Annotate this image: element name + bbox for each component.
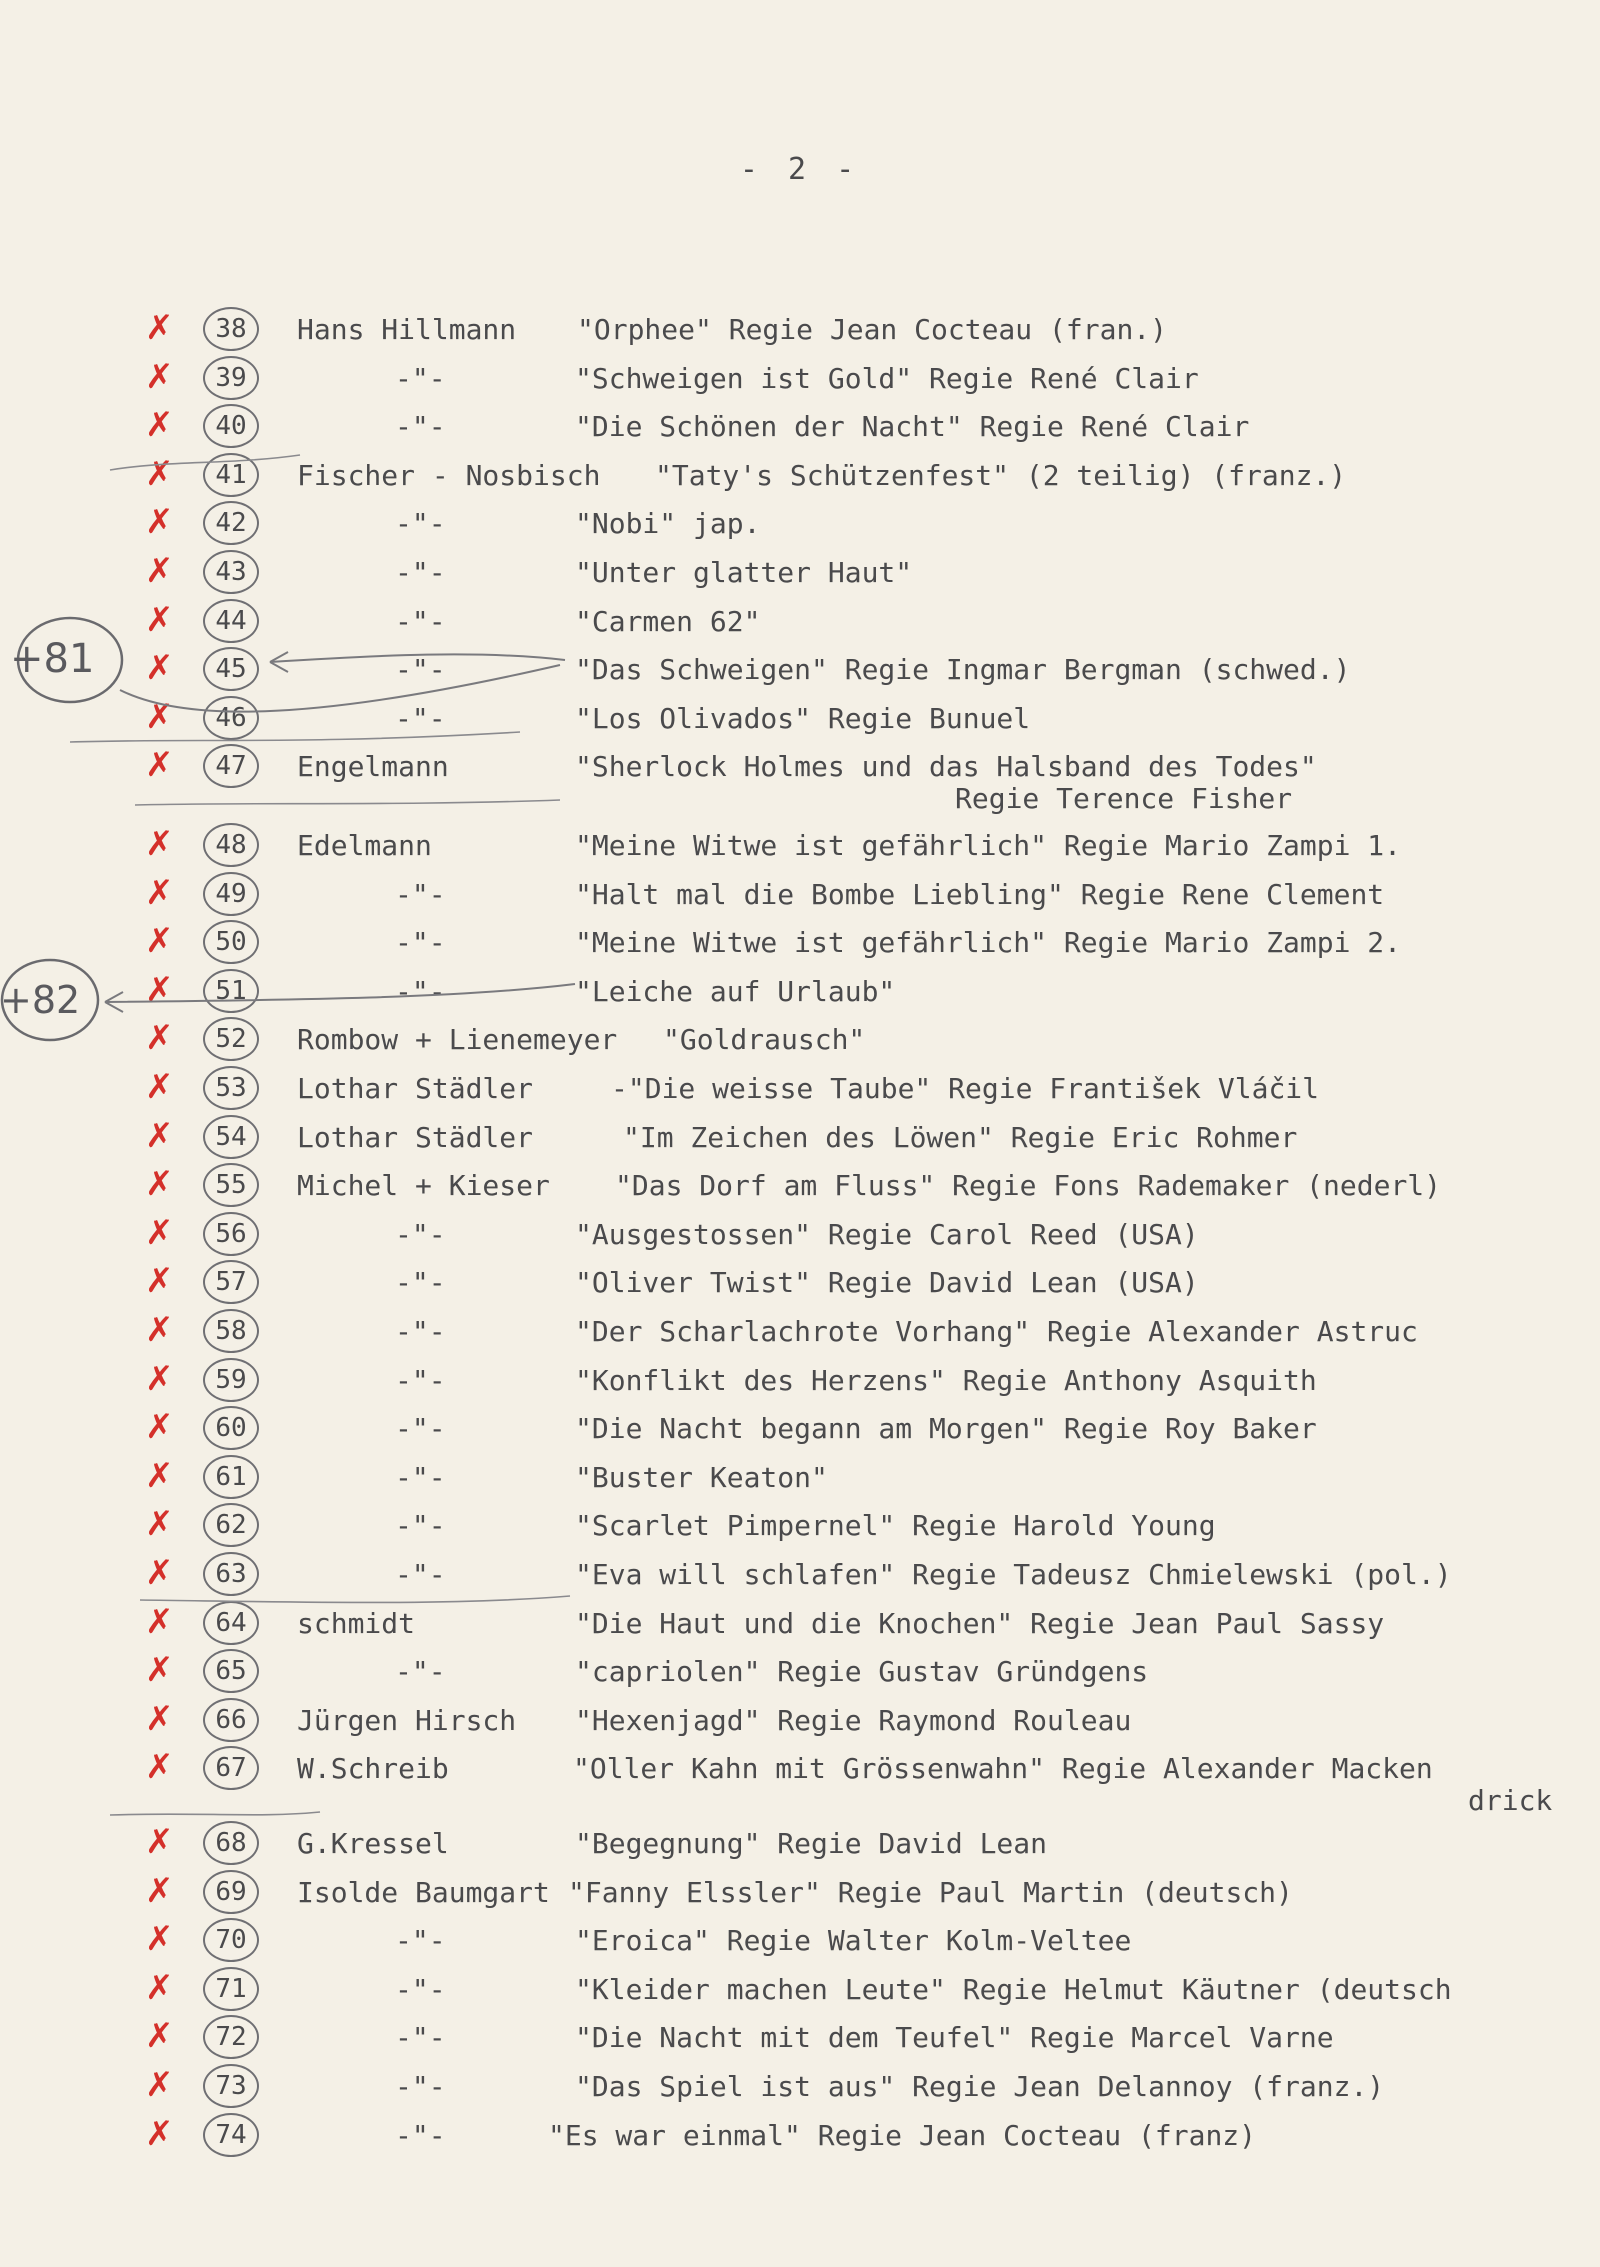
entry-person: Fischer - Nosbisch (297, 459, 601, 492)
list-item (0, 1746, 1600, 1817)
list-item (0, 823, 1600, 871)
entry-title: "Oliver Twist" Regie David Lean (USA) (575, 1266, 1199, 1299)
red-check-mark: ✗ (145, 1553, 174, 1593)
entry-number: 64 (203, 1601, 259, 1645)
red-check-mark: ✗ (145, 1407, 174, 1447)
list-item (0, 453, 1600, 501)
entry-title: "Carmen 62" (575, 605, 761, 638)
entry-person: -"- (395, 878, 446, 911)
list-item (0, 1455, 1600, 1503)
entry-title: "capriolen" Regie Gustav Gründgens (575, 1655, 1149, 1688)
entry-person: G.Kressel (297, 1827, 449, 1860)
list-item (0, 696, 1600, 744)
entry-number: 45 (203, 647, 259, 691)
entry-title: "Buster Keaton" (575, 1461, 828, 1494)
entry-person: -"- (395, 362, 446, 395)
list-item (0, 501, 1600, 549)
red-check-mark: ✗ (145, 1018, 174, 1058)
list-item (0, 1358, 1600, 1406)
red-check-mark: ✗ (145, 600, 174, 640)
entry-number: 70 (203, 1918, 259, 1962)
entry-number: 74 (203, 2113, 259, 2157)
entry-person: Jürgen Hirsch (297, 1704, 517, 1737)
list-item (0, 969, 1600, 1017)
entry-person: -"- (395, 507, 446, 540)
entry-number: 67 (203, 1746, 259, 1790)
red-check-mark: ✗ (145, 1310, 174, 1350)
entry-number: 56 (203, 1212, 259, 1256)
entry-title-continued: Regie Terence Fisher (955, 782, 1293, 815)
entry-title: "Schweigen ist Gold" Regie René Clair (575, 362, 1199, 395)
entry-title: "Es war einmal" Regie Jean Cocteau (franz) (548, 2119, 1257, 2152)
entry-number: 44 (203, 599, 259, 643)
entry-title: "Taty's Schützenfest" (2 teilig) (franz.) (655, 459, 1347, 492)
page-number: - 2 - (739, 152, 861, 187)
entry-person: -"- (395, 1973, 446, 2006)
list-item (0, 1406, 1600, 1454)
red-check-mark: ✗ (145, 1456, 174, 1496)
entry-number: 72 (203, 2015, 259, 2059)
red-check-mark: ✗ (145, 2065, 174, 2105)
entry-number: 41 (203, 453, 259, 497)
entry-title: "Nobi" jap. (575, 507, 761, 540)
margin-note-82-text: +82 (0, 978, 81, 1022)
entry-person: Engelmann (297, 750, 449, 783)
entry-title: "Orphee" Regie Jean Cocteau (fran.) (577, 313, 1168, 346)
entry-person: -"- (395, 926, 446, 959)
entry-person: -"- (395, 1218, 446, 1251)
entry-title: "Goldrausch" (663, 1023, 866, 1056)
entry-person: -"- (395, 1266, 446, 1299)
entry-number: 60 (203, 1406, 259, 1450)
entry-person: -"- (395, 2021, 446, 2054)
red-check-mark: ✗ (145, 1699, 174, 1739)
entry-title: "Die Nacht mit dem Teufel" Regie Marcel Varne (575, 2021, 1334, 2054)
list-item (0, 599, 1600, 647)
entry-title: "Leiche auf Urlaub" (575, 975, 896, 1008)
list-item (0, 1212, 1600, 1260)
list-item (0, 1601, 1600, 1649)
entry-title: "Die Schönen der Nacht" Regie René Clair (575, 410, 1250, 443)
list-item (0, 1649, 1600, 1697)
entry-title: "Der Scharlachrote Vorhang" Regie Alexander Astruc (575, 1315, 1418, 1348)
entry-number: 42 (203, 501, 259, 545)
entry-number: 69 (203, 1870, 259, 1914)
entry-number: 49 (203, 872, 259, 916)
list-item (0, 1309, 1600, 1357)
red-check-mark: ✗ (145, 357, 174, 397)
entry-title: "Hexenjagd" Regie Raymond Rouleau (575, 1704, 1132, 1737)
list-item (0, 1698, 1600, 1746)
entry-title: "Konflikt des Herzens" Regie Anthony Asquith (575, 1364, 1317, 1397)
entry-person: Hans Hillmann (297, 313, 517, 346)
list-item (0, 1821, 1600, 1869)
entry-person: -"- (395, 410, 446, 443)
list-item (0, 1503, 1600, 1551)
red-check-mark: ✗ (145, 824, 174, 864)
entry-title: "Eroica" Regie Walter Kolm-Veltee (575, 1924, 1132, 1957)
entry-title: "Ausgestossen" Regie Carol Reed (USA) (575, 1218, 1199, 1251)
list-item (0, 1066, 1600, 1114)
red-check-mark: ✗ (145, 745, 174, 785)
red-check-mark: ✗ (145, 2114, 174, 2154)
list-item (0, 307, 1600, 355)
red-check-mark: ✗ (145, 1747, 174, 1787)
entry-number: 46 (203, 696, 259, 740)
red-check-mark: ✗ (145, 1359, 174, 1399)
red-check-mark: ✗ (145, 1116, 174, 1156)
entry-number: 43 (203, 550, 259, 594)
entry-number: 73 (203, 2064, 259, 2108)
entry-person: Lothar Städler (297, 1072, 534, 1105)
entry-number: 48 (203, 823, 259, 867)
list-item (0, 2113, 1600, 2161)
red-check-mark: ✗ (145, 405, 174, 445)
list-item (0, 1017, 1600, 1065)
entry-title: "Sherlock Holmes und das Halsband des Todes" (575, 750, 1317, 783)
red-check-mark: ✗ (145, 1504, 174, 1544)
red-check-mark: ✗ (145, 502, 174, 542)
entry-person: -"- (395, 1461, 446, 1494)
entry-number: 61 (203, 1455, 259, 1499)
red-check-mark: ✗ (145, 2016, 174, 2056)
list-item (0, 1967, 1600, 2015)
entry-number: 50 (203, 920, 259, 964)
entry-title: "Fanny Elssler" Regie Paul Martin (deutsch) (568, 1876, 1293, 1909)
entry-person: -"- (395, 2119, 446, 2152)
red-check-mark: ✗ (145, 1164, 174, 1204)
red-check-mark: ✗ (145, 970, 174, 1010)
red-check-mark: ✗ (145, 921, 174, 961)
entry-number: 68 (203, 1821, 259, 1865)
red-check-mark: ✗ (145, 1871, 174, 1911)
entry-number: 63 (203, 1552, 259, 1596)
red-check-mark: ✗ (145, 697, 174, 737)
red-check-mark: ✗ (145, 1213, 174, 1253)
list-item (0, 356, 1600, 404)
entry-title: "Das Dorf am Fluss" Regie Fons Rademaker (nederl) (615, 1169, 1442, 1202)
entry-title-continued: drick (1468, 1784, 1553, 1817)
entry-person: -"- (395, 702, 446, 735)
entry-number: 57 (203, 1260, 259, 1304)
entry-title: "Meine Witwe ist gefährlich" Regie Mario Zampi 2. (575, 926, 1402, 959)
entry-number: 55 (203, 1163, 259, 1207)
red-check-mark: ✗ (145, 1602, 174, 1642)
list-item (0, 920, 1600, 968)
entry-number: 39 (203, 356, 259, 400)
entry-person: -"- (395, 653, 446, 686)
entry-person: -"- (395, 2070, 446, 2103)
entry-person: Michel + Kieser (297, 1169, 550, 1202)
red-check-mark: ✗ (145, 1650, 174, 1690)
entry-person: -"- (395, 1364, 446, 1397)
entry-number: 54 (203, 1115, 259, 1159)
list-item (0, 744, 1600, 815)
margin-note-81-text: +81 (10, 636, 95, 682)
entry-title: "Das Spiel ist aus" Regie Jean Delannoy (franz.) (575, 2070, 1385, 2103)
entry-person: -"- (395, 1558, 446, 1591)
entry-title: "Eva will schlafen" Regie Tadeusz Chmielewski (pol.) (575, 1558, 1452, 1591)
entry-title: -"Die weisse Taube" Regie František Vláčil (611, 1072, 1320, 1105)
entry-number: 65 (203, 1649, 259, 1693)
entry-person: W.Schreib (297, 1752, 449, 1785)
entry-person: Edelmann (297, 829, 432, 862)
entry-title: "Begegnung" Regie David Lean (575, 1827, 1048, 1860)
entry-title: "Das Schweigen" Regie Ingmar Bergman (schwed.) (575, 653, 1351, 686)
entry-person: -"- (395, 556, 446, 589)
entry-number: 62 (203, 1503, 259, 1547)
entry-person: -"- (395, 1924, 446, 1957)
list-item (0, 872, 1600, 920)
entry-person: -"- (395, 1412, 446, 1445)
list-item (0, 2015, 1600, 2063)
red-check-mark: ✗ (145, 648, 174, 688)
entry-title: "Kleider machen Leute" Regie Helmut Käutner (deutsch (575, 1973, 1452, 2006)
list-item (0, 404, 1600, 452)
entry-title: "Meine Witwe ist gefährlich" Regie Mario Zampi 1. (575, 829, 1402, 862)
entry-person: schmidt (297, 1607, 416, 1640)
list-item (0, 2064, 1600, 2112)
entry-number: 59 (203, 1358, 259, 1402)
entry-person: Lothar Städler (297, 1121, 534, 1154)
red-check-mark: ✗ (145, 1919, 174, 1959)
entry-number: 38 (203, 307, 259, 351)
red-check-mark: ✗ (145, 1822, 174, 1862)
entry-person: -"- (395, 1315, 446, 1348)
red-check-mark: ✗ (145, 551, 174, 591)
entry-number: 66 (203, 1698, 259, 1742)
list-item (0, 1552, 1600, 1600)
list-item (0, 1870, 1600, 1918)
entry-title: "Die Haut und die Knochen" Regie Jean Paul Sassy (575, 1607, 1385, 1640)
list-item (0, 1260, 1600, 1308)
entry-title: "Scarlet Pimpernel" Regie Harold Young (575, 1509, 1216, 1542)
list-item (0, 1918, 1600, 1966)
entry-person: -"- (395, 1655, 446, 1688)
entry-title: "Los Olivados" Regie Bunuel (575, 702, 1031, 735)
list-item (0, 550, 1600, 598)
red-check-mark: ✗ (145, 1261, 174, 1301)
red-check-mark: ✗ (145, 873, 174, 913)
red-check-mark: ✗ (145, 1968, 174, 2008)
entry-person: -"- (395, 975, 446, 1008)
entry-title: "Halt mal die Bombe Liebling" Regie Rene Clement (575, 878, 1385, 911)
entry-person: -"- (395, 605, 446, 638)
entry-title: "Im Zeichen des Löwen" Regie Eric Rohmer (623, 1121, 1298, 1154)
list-item (0, 1115, 1600, 1163)
entry-person: Isolde Baumgart (297, 1876, 550, 1909)
entry-number: 47 (203, 744, 259, 788)
entry-number: 51 (203, 969, 259, 1013)
red-check-mark: ✗ (145, 454, 174, 494)
red-check-mark: ✗ (145, 1067, 174, 1107)
entry-title: "Unter glatter Haut" (575, 556, 913, 589)
entry-title: "Die Nacht begann am Morgen" Regie Roy Baker (575, 1412, 1317, 1445)
entry-person: -"- (395, 1509, 446, 1542)
entry-number: 71 (203, 1967, 259, 2011)
red-check-mark: ✗ (145, 308, 174, 348)
entry-person: Rombow + Lienemeyer (297, 1023, 618, 1056)
list-item (0, 647, 1600, 695)
entry-number: 53 (203, 1066, 259, 1110)
entry-number: 40 (203, 404, 259, 448)
entry-number: 58 (203, 1309, 259, 1353)
entry-number: 52 (203, 1017, 259, 1061)
list-item (0, 1163, 1600, 1211)
entry-title: "Oller Kahn mit Grössenwahn" Regie Alexander Macken (573, 1752, 1433, 1785)
